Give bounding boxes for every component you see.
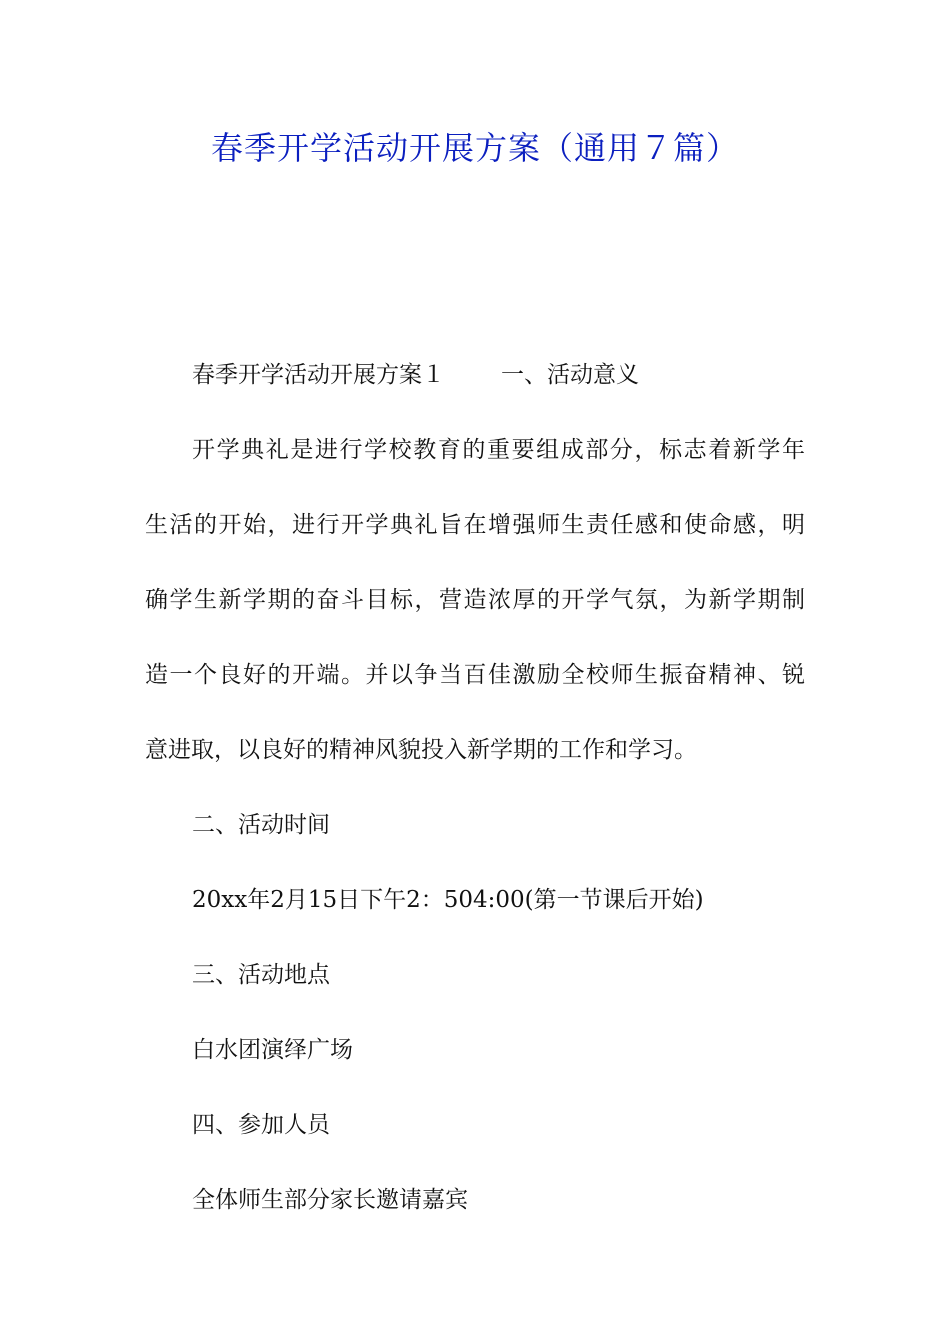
document-title: 春季开学活动开展方案（通用７篇）	[210, 129, 739, 167]
section3-heading: 三、活动地点	[192, 962, 330, 988]
heading-line	[145, 338, 805, 413]
paragraph-line: 开学典礼是进行学校教育的重要组成部分，标志着新学年	[192, 437, 805, 463]
paragraph-activity-meaning	[145, 413, 805, 788]
section3-text: 白水团演绎广场	[192, 1037, 353, 1063]
section4-text: 全体师生部分家长邀请嘉宾	[192, 1187, 468, 1213]
section2-text: 20xx年2月15日下午2：504:00(第一节课后开始)	[192, 887, 704, 913]
document-body	[145, 338, 805, 1238]
section4-heading: 四、参加人员	[192, 1112, 330, 1138]
paragraph-line: 造一个良好的开端。并以争当百佳激励全校师生振奋精神、锐	[145, 662, 805, 688]
plan-heading: 春季开学活动开展方案１	[192, 362, 445, 388]
section1-heading: 一、活动意义	[501, 362, 639, 388]
paragraph-line: 意进取，以良好的精神风貌投入新学期的工作和学习。	[145, 737, 697, 763]
section2-heading: 二、活动时间	[192, 812, 330, 838]
paragraph-line: 确学生新学期的奋斗目标，营造浓厚的开学气氛，为新学期制	[145, 587, 805, 613]
paragraph-line: 生活的开始，进行开学典礼旨在增强师生责任感和使命感，明	[145, 512, 805, 538]
